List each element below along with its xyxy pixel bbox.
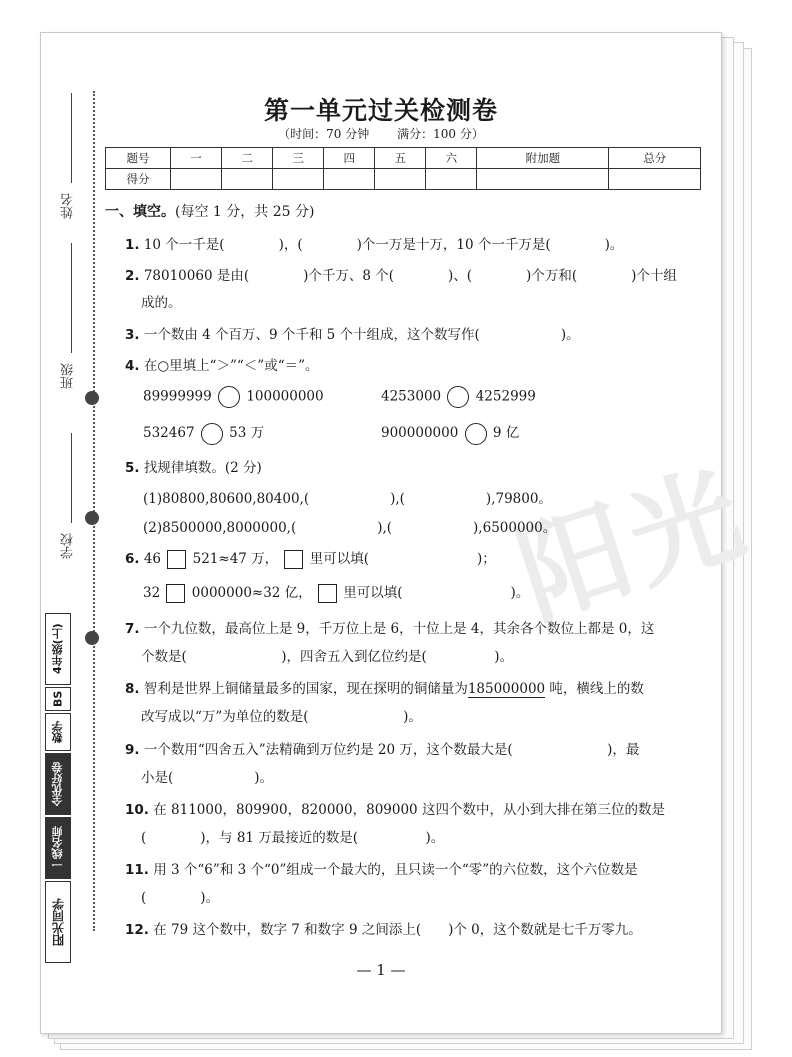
spine-tagline-1: 一线名师 (45, 817, 71, 879)
spine-label (45, 613, 71, 973)
question-text: 10 个一千是( )，( )个一万是十万，10 个一千万是( )。 (143, 237, 624, 253)
question-9-cont: 小是( )。 (141, 770, 274, 786)
question-8 (125, 677, 644, 697)
question-2-cont: 成的。 (141, 295, 182, 311)
question-text: 一个数由 4 个百万、9 个千和 5 个十组成，这个数写作( )。 (143, 327, 580, 343)
question-text: 在○里填上“＞”“＜”或“＝”。 (143, 358, 319, 374)
header-cell: 五 (375, 148, 426, 169)
score-cell (609, 169, 701, 190)
question-text: 一个九位数，最高位上是 9，千万位上是 6，十位上是 4，其余各个数位上都是 0，这 (143, 621, 655, 637)
question-number: 3. (125, 327, 140, 343)
fill-box[interactable] (318, 584, 337, 603)
compare-item (381, 386, 536, 408)
compare-item (143, 421, 264, 445)
question-number: 9. (125, 742, 140, 758)
compare-circle[interactable] (218, 386, 240, 408)
spine-series: 4年级(上) (45, 613, 71, 685)
compare-left: 4253000 (381, 388, 442, 405)
question-3 (125, 323, 580, 343)
full-score: 满分：100 分） (397, 127, 484, 141)
compare-item (143, 386, 324, 408)
binding-hole (85, 391, 99, 405)
question-number: 1. (125, 237, 140, 253)
section-note: (每空 1 分，共 25 分) (175, 204, 315, 220)
compare-circle[interactable] (201, 423, 223, 445)
compare-right: 53 万 (229, 425, 265, 441)
score-cell (324, 169, 375, 190)
question-7-cont: 个数是( )，四舍五入到亿位约是( )。 (141, 649, 514, 665)
header-cell: 题号 (106, 148, 171, 169)
spine-subject: 数学 (45, 713, 71, 751)
question-number: 6. (125, 551, 140, 567)
question-2 (125, 264, 677, 284)
question-5-part-2: (2)8500000,8000000,( ),( ),6500000。 (143, 520, 557, 536)
compare-left: 900000000 (381, 425, 459, 441)
question-number: 7. (125, 621, 140, 637)
fill-box[interactable] (166, 584, 185, 603)
header-cell: 一 (171, 148, 222, 169)
q6-number-left: 46 (143, 551, 162, 567)
question-text: 用 3 个“6”和 3 个“0”组成一个最大的，且只读一个“零”的六位数，这个六位数是 (153, 862, 638, 878)
score-table-header (106, 148, 701, 169)
question-number: 5. (125, 460, 140, 476)
score-cell (273, 169, 324, 190)
question-number: 12. (125, 922, 149, 938)
school-blank-line (71, 433, 72, 523)
binding-hole (85, 631, 99, 645)
question-text: 吨，横线上的数 (545, 681, 644, 697)
score-cell (375, 169, 426, 190)
compare-left: 532467 (143, 425, 195, 441)
header-cell: 六 (426, 148, 477, 169)
question-4 (125, 354, 319, 374)
q6-question: 里可以填( )； (309, 551, 496, 567)
fill-box[interactable] (284, 550, 303, 569)
header-cell: 附加题 (477, 148, 609, 169)
compare-left: 89999999 (143, 388, 212, 405)
underlined-number: 185000000 (467, 681, 546, 697)
spine-tagline-2: 全优好卷 (45, 753, 71, 815)
question-text: 找规律填数。(2 分) (143, 460, 262, 476)
section-heading (105, 201, 314, 221)
compare-right: 4252999 (475, 388, 536, 405)
question-5 (125, 456, 262, 476)
q6-number-right: 0000000≈32 亿， (191, 585, 312, 601)
header-cell: 二 (222, 148, 273, 169)
question-number: 8. (125, 681, 140, 697)
question-text: 78010060 是由( )个千万、8 个( )、( )个万和( )个十组 (143, 268, 677, 284)
question-8-cont: 改写成以“万”为单位的数是( )。 (141, 709, 422, 725)
fill-box[interactable] (167, 550, 186, 569)
exam-page (40, 32, 764, 1034)
question-9 (125, 738, 639, 758)
page-title: 第一单元过关检测卷 (263, 96, 498, 125)
side-label-school: 学校 (61, 533, 76, 559)
question-7 (125, 617, 654, 637)
exam-info (41, 125, 721, 142)
compare-right: 100000000 (246, 388, 324, 405)
question-5-part-1: (1)80800,80600,80400,( ),( ),79800。 (143, 491, 552, 507)
question-number: 2. (125, 268, 140, 284)
header-cell: 四 (324, 148, 375, 169)
compare-circle[interactable] (447, 386, 469, 408)
question-6 (125, 547, 496, 569)
q6-number-left: 32 (143, 585, 161, 601)
compare-item (381, 421, 519, 445)
question-11-cont: ( )。 (141, 890, 220, 906)
question-10 (125, 798, 665, 818)
q6-number-right: 521≈47 万， (192, 551, 279, 567)
score-cell (477, 169, 609, 190)
score-table (105, 147, 701, 190)
score-cell (171, 169, 222, 190)
binding-hole (85, 511, 99, 525)
score-cell (222, 169, 273, 190)
question-12 (125, 918, 642, 938)
watermark: 阳光 (503, 447, 764, 642)
header-cell: 总分 (609, 148, 701, 169)
question-10-cont: ( )，与 81 万最接近的数是( )。 (141, 830, 445, 846)
compare-circle[interactable] (465, 423, 487, 445)
page-number: — 1 — (356, 961, 406, 979)
row-label: 得分 (106, 169, 171, 190)
question-text: 在 79 这个数中，数字 7 和数字 9 之间添上( )个 0，这个数就是七千万零九。 (153, 922, 642, 938)
question-6-cont (143, 581, 529, 603)
question-text: 智利是世界上铜储量最多的国家，现在探明的铜储量为 (143, 681, 468, 697)
question-number: 4. (125, 358, 140, 374)
spine-brand: 阳光同学 (45, 881, 71, 963)
question-text: 一个数用“四舍五入”法精确到万位约是 20 万，这个数最大是( )，最 (143, 742, 640, 758)
spine-edition: BS (45, 687, 71, 711)
side-label-name: 姓名 (61, 193, 76, 219)
score-table-row (106, 169, 701, 190)
question-number: 10. (125, 802, 149, 818)
side-label-class: 班级 (61, 363, 76, 389)
question-text: 在 811000，809900，820000，809000 这四个数中，从小到大排在第三位的数是 (153, 802, 665, 818)
question-number: 11. (125, 862, 149, 878)
class-blank-line (71, 243, 72, 353)
header-cell: 三 (273, 148, 324, 169)
score-cell (426, 169, 477, 190)
time-limit: （时间：70 分钟 (278, 127, 370, 141)
q6-question: 里可以填( )。 (343, 585, 530, 601)
section-title: 一、填空。 (105, 204, 175, 220)
question-11 (125, 858, 638, 878)
compare-right: 9 亿 (492, 425, 520, 441)
question-1 (125, 233, 623, 253)
